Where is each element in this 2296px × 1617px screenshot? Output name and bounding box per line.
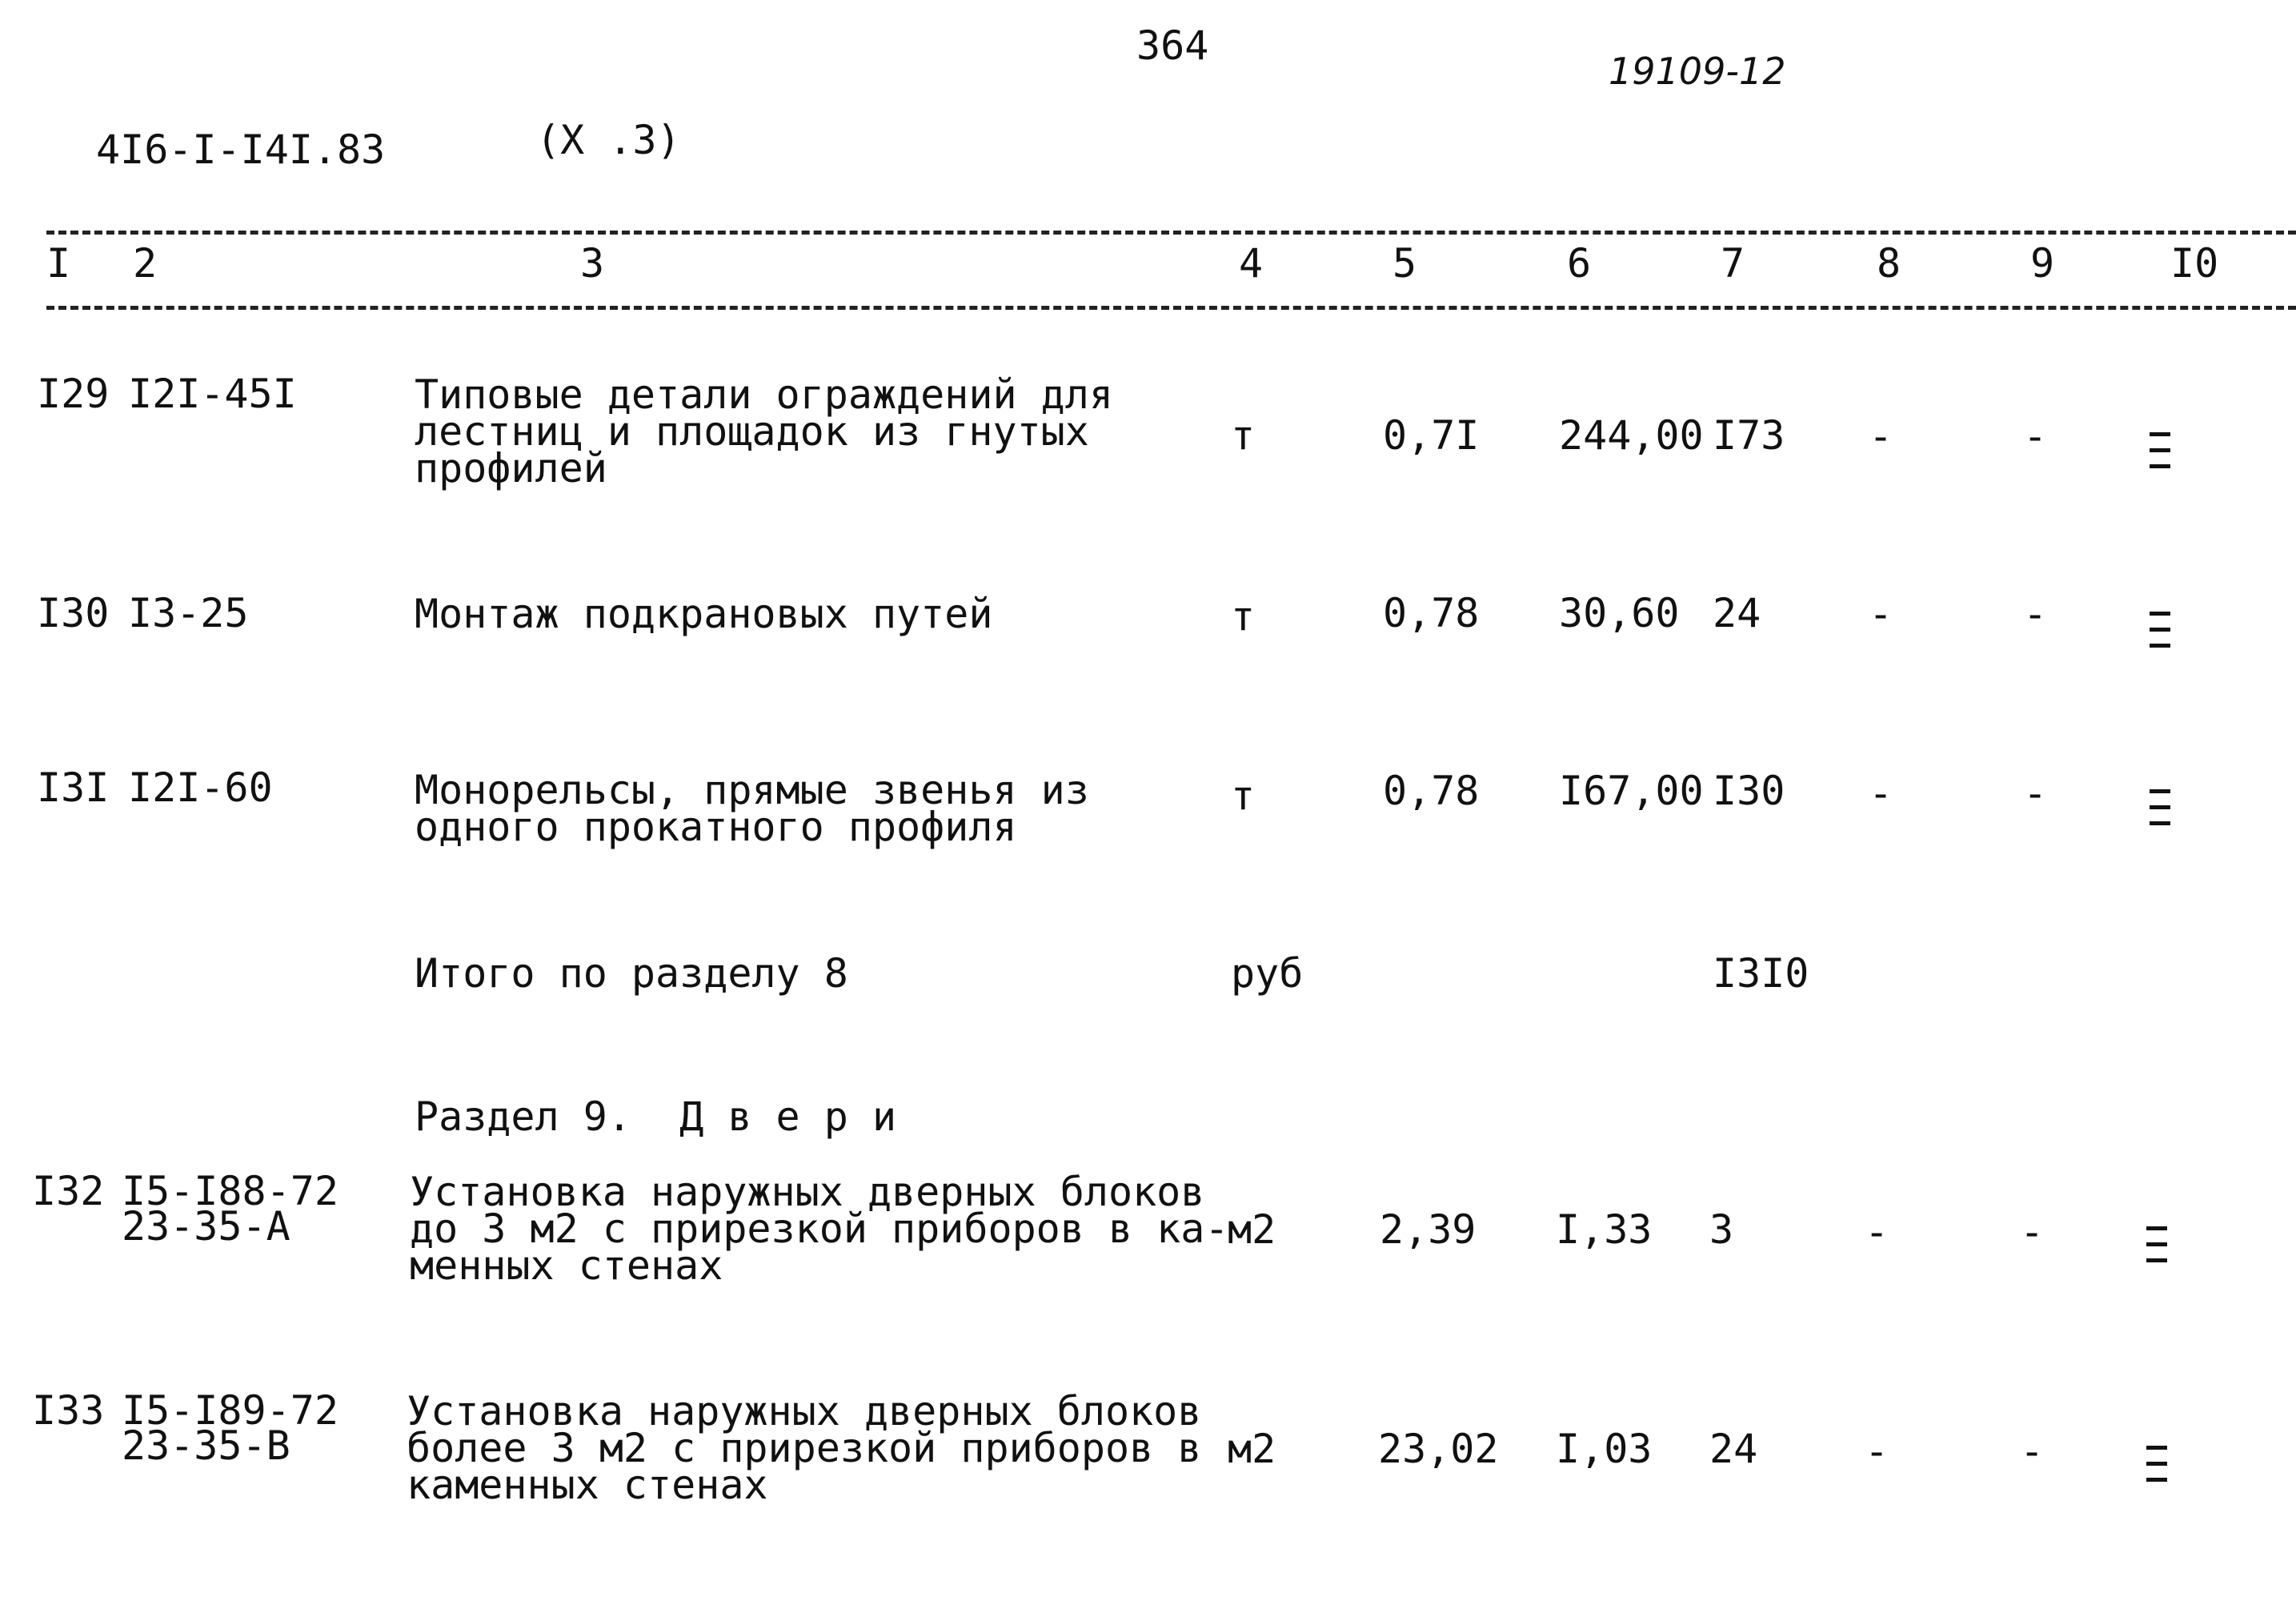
row-unit: м2 — [1228, 1426, 1276, 1472]
stacked-lines-mark — [2146, 432, 2174, 480]
page-number: 364 — [1136, 22, 1209, 69]
row-unit: т — [1231, 772, 1256, 819]
row-col9-dash: - — [2023, 770, 2048, 817]
row-total: 24 — [1713, 590, 1761, 636]
row-description: Установка наружных дверных блоков — [410, 1169, 1205, 1215]
row-description: Монорельсы, прямые звенья из — [415, 767, 1089, 813]
column-header: I0 — [2170, 240, 2219, 287]
document-code: 4I6-I-I4I.83 — [96, 126, 386, 173]
row-number: I29 — [37, 371, 110, 417]
row-unit-price: 244,00 — [1559, 412, 1704, 459]
row-code: I2I-60 — [128, 764, 273, 811]
row-col8-dash: - — [1869, 770, 1893, 817]
row-code: I2I-45I — [128, 371, 297, 417]
row-number: I30 — [37, 590, 110, 636]
subtotal-label: Итого по разделу 8 — [415, 950, 848, 997]
row-quantity: 23,02 — [1378, 1426, 1499, 1472]
row-total: I30 — [1713, 768, 1785, 814]
column-header: 4 — [1239, 240, 1264, 287]
stacked-lines-mark — [2146, 612, 2174, 660]
row-quantity: 0,7I — [1383, 412, 1480, 459]
row-col9-dash: - — [2023, 413, 2048, 459]
header-top-rule — [46, 231, 2296, 235]
row-code: I5-I89-72 — [122, 1387, 339, 1434]
row-description: более 3 м2 с прирезкой приборов в — [407, 1425, 1202, 1471]
row-unit-price: I,03 — [1556, 1426, 1653, 1472]
row-description: менных стенах — [410, 1242, 723, 1289]
column-header: 6 — [1567, 240, 1592, 287]
column-header: 3 — [580, 240, 605, 287]
column-header: 5 — [1392, 240, 1417, 287]
row-code: 23-35-В — [122, 1422, 291, 1469]
row-description: Типовые детали ограждений для — [415, 371, 1113, 418]
row-description: одного прокатного профиля — [415, 804, 1017, 850]
stacked-lines-mark — [2143, 1226, 2170, 1274]
stacked-lines-mark — [2146, 789, 2174, 837]
row-total: 3 — [1709, 1206, 1734, 1253]
section-heading: Раздел 9. Д в е р и — [415, 1093, 897, 1140]
row-code: I5-I88-72 — [122, 1168, 339, 1214]
row-col9-dash: - — [2020, 1428, 2045, 1475]
column-header: I — [46, 240, 71, 287]
row-unit-price: I,33 — [1556, 1206, 1653, 1253]
row-number: I3I — [37, 764, 110, 811]
row-number: I33 — [32, 1387, 105, 1434]
row-col8-dash: - — [1869, 413, 1893, 459]
row-col8-dash: - — [1869, 591, 1893, 637]
row-quantity: 0,78 — [1383, 768, 1480, 814]
row-description: каменных стенах — [407, 1462, 768, 1508]
column-header: 9 — [2030, 240, 2055, 287]
row-total: 24 — [1709, 1426, 1758, 1472]
section-code: (X .3) — [536, 117, 681, 163]
subtotal-unit: руб — [1231, 950, 1304, 997]
row-total: I73 — [1713, 412, 1785, 459]
row-code: I3-25 — [128, 590, 249, 636]
row-col9-dash: - — [2020, 1209, 2045, 1255]
archive-number: 19109-12 — [1609, 50, 1786, 93]
row-unit: т — [1231, 412, 1256, 459]
row-quantity: 2,39 — [1380, 1206, 1477, 1253]
subtotal-total: I3I0 — [1713, 950, 1809, 997]
row-unit-price: I67,00 — [1559, 768, 1704, 814]
row-col8-dash: - — [1865, 1209, 1889, 1255]
row-description: лестниц и площадок из гнутых — [415, 408, 1089, 455]
stacked-lines-mark — [2143, 1446, 2170, 1494]
column-header: 2 — [133, 240, 158, 287]
row-code: 23-35-А — [122, 1203, 291, 1250]
column-header: 7 — [1721, 240, 1745, 287]
row-quantity: 0,78 — [1383, 590, 1480, 636]
row-description: Монтаж подкрановых путей — [415, 591, 993, 637]
row-col8-dash: - — [1865, 1428, 1889, 1475]
row-unit-price: 30,60 — [1559, 590, 1680, 636]
row-number: I32 — [32, 1168, 105, 1214]
row-description: Установка наружных дверных блоков — [407, 1388, 1202, 1434]
column-header: 8 — [1877, 240, 1901, 287]
header-bottom-rule — [46, 306, 2296, 310]
row-description: до 3 м2 с прирезкой приборов в ка- — [410, 1206, 1229, 1252]
row-col9-dash: - — [2023, 591, 2048, 637]
row-unit: м2 — [1228, 1206, 1276, 1253]
row-unit: т — [1231, 593, 1256, 640]
row-description: профилей — [415, 445, 607, 492]
